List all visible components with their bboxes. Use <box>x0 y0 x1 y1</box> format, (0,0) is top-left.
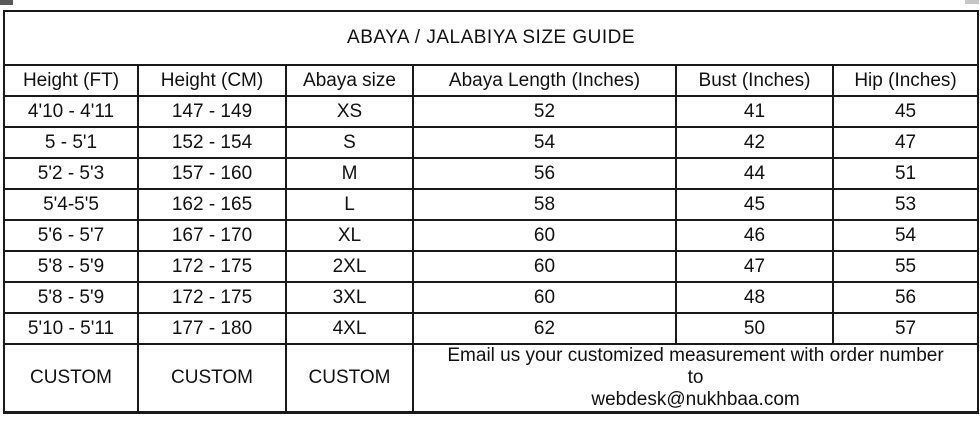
column-header-abaya-length: Abaya Length (Inches) <box>413 65 676 96</box>
length-cell: 60 <box>413 282 676 313</box>
table-row-3xl <box>4 282 978 313</box>
abaya-size-cell: L <box>286 189 413 220</box>
height-cm-cell: 172 - 175 <box>138 251 286 282</box>
height-cm-cell: 147 - 149 <box>138 96 286 127</box>
abaya-size-cell: XL <box>286 220 413 251</box>
table-row-m <box>4 158 978 189</box>
bust-cell: 44 <box>676 158 833 189</box>
bust-cell: 46 <box>676 220 833 251</box>
height-ft-cell: 5'8 - 5'9 <box>4 251 138 282</box>
size-guide-table <box>3 10 979 414</box>
header-row <box>4 65 978 96</box>
hip-cell: 47 <box>833 127 978 158</box>
bust-cell: 48 <box>676 282 833 313</box>
table-row-4xl <box>4 313 978 344</box>
height-cm-cell: 167 - 170 <box>138 220 286 251</box>
crop-artifact-top-right <box>965 0 979 4</box>
custom-height-cm-cell: CUSTOM <box>138 344 286 413</box>
height-cm-cell: 172 - 175 <box>138 282 286 313</box>
height-cm-cell: 157 - 160 <box>138 158 286 189</box>
custom-note-line: Email us your customized measurement with order number <box>447 345 944 366</box>
bust-cell: 42 <box>676 127 833 158</box>
height-ft-cell: 5 - 5'1 <box>4 127 138 158</box>
page-title: ABAYA / JALABIYA SIZE GUIDE <box>4 11 978 65</box>
height-cm-cell: 162 - 165 <box>138 189 286 220</box>
length-cell: 52 <box>413 96 676 127</box>
length-cell: 56 <box>413 158 676 189</box>
table-row-s <box>4 127 978 158</box>
column-header-height-cm: Height (CM) <box>138 65 286 96</box>
bust-cell: 50 <box>676 313 833 344</box>
length-cell: 54 <box>413 127 676 158</box>
length-cell: 62 <box>413 313 676 344</box>
hip-cell: 45 <box>833 96 978 127</box>
column-header-abaya-size: Abaya size <box>286 65 413 96</box>
abaya-size-cell: XS <box>286 96 413 127</box>
bust-cell: 47 <box>676 251 833 282</box>
hip-cell: 53 <box>833 189 978 220</box>
abaya-size-cell: S <box>286 127 413 158</box>
height-cm-cell: 152 - 154 <box>138 127 286 158</box>
custom-note-line: to <box>687 367 704 388</box>
abaya-size-cell: 3XL <box>286 282 413 313</box>
crop-artifact-top-left <box>0 0 13 5</box>
height-cm-cell: 177 - 180 <box>138 313 286 344</box>
table-row-xl <box>4 220 978 251</box>
title-row <box>4 11 978 65</box>
height-ft-cell: 5'10 - 5'11 <box>4 313 138 344</box>
custom-abaya-size-cell: CUSTOM <box>286 344 413 413</box>
custom-note-line-email: webdesk@nukhbaa.com <box>591 389 800 410</box>
length-cell: 60 <box>413 220 676 251</box>
abaya-size-cell: 2XL <box>286 251 413 282</box>
hip-cell: 54 <box>833 220 978 251</box>
table-row-l <box>4 189 978 220</box>
table-row-xs <box>4 96 978 127</box>
column-header-hip: Hip (Inches) <box>833 65 978 96</box>
custom-row <box>4 344 978 413</box>
hip-cell: 57 <box>833 313 978 344</box>
bust-cell: 41 <box>676 96 833 127</box>
height-ft-cell: 4'10 - 4'11 <box>4 96 138 127</box>
custom-height-ft-cell: CUSTOM <box>4 344 138 413</box>
column-header-bust: Bust (Inches) <box>676 65 833 96</box>
custom-measurement-note <box>413 344 978 413</box>
bust-cell: 45 <box>676 189 833 220</box>
length-cell: 58 <box>413 189 676 220</box>
table-row-2xl <box>4 251 978 282</box>
hip-cell: 51 <box>833 158 978 189</box>
abaya-size-cell: 4XL <box>286 313 413 344</box>
height-ft-cell: 5'4-5'5 <box>4 189 138 220</box>
height-ft-cell: 5'6 - 5'7 <box>4 220 138 251</box>
hip-cell: 55 <box>833 251 978 282</box>
height-ft-cell: 5'2 - 5'3 <box>4 158 138 189</box>
hip-cell: 56 <box>833 282 978 313</box>
height-ft-cell: 5'8 - 5'9 <box>4 282 138 313</box>
length-cell: 60 <box>413 251 676 282</box>
abaya-size-cell: M <box>286 158 413 189</box>
column-header-height-ft: Height (FT) <box>4 65 138 96</box>
